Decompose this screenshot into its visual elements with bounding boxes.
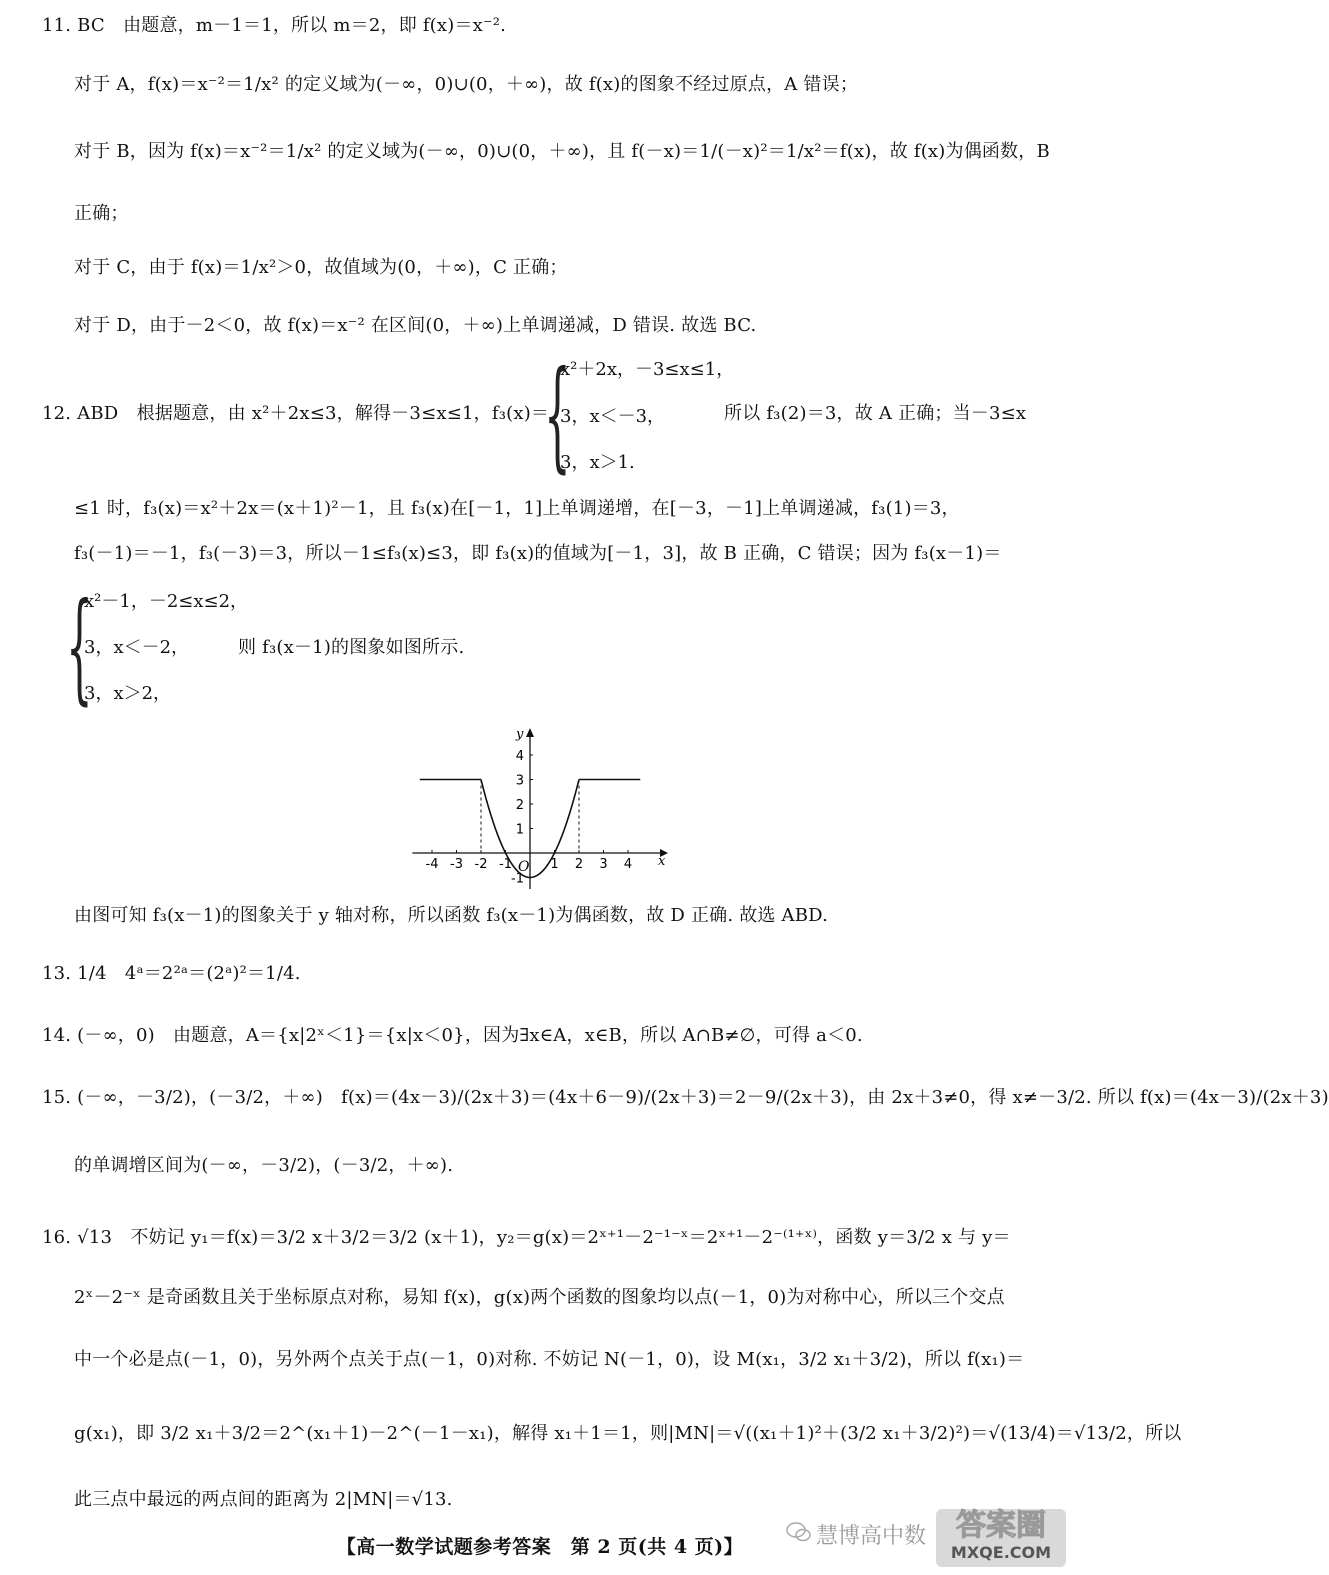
left-brace-icon: { (544, 346, 571, 485)
y-axis-label: y (516, 727, 524, 742)
answer-11-b: 对于 B，因为 f(x)＝x⁻²＝1/x² 的定义域为(－∞，0)∪(0，＋∞)，且 f(－x)＝1/(－x)²＝1/x²＝f(x)，故 f(x)为偶函数，B (74, 141, 1050, 162)
answer-15-cont: 的单调增区间为(－∞，－3/2)，(－3/2，＋∞). (74, 1155, 454, 1176)
watermark (816, 1509, 1066, 1569)
y-tick-label: 3 (515, 773, 524, 789)
x-tick-label: -1 (499, 857, 512, 872)
piecewise-case-1: x²＋2x，－3≤x≤1， (560, 359, 735, 380)
x-tick-label: 1 (550, 857, 559, 872)
answer-11-d: 对于 D，由于－2＜0，故 f(x)＝x⁻² 在区间(0，＋∞)上单调递减，D 错误. 故选 BC. (74, 315, 757, 336)
watermark-logo (936, 1509, 1066, 1567)
graph-note: 则 f₃(x－1)的图象如图所示. (238, 637, 465, 658)
y-tick-label: -1 (511, 871, 524, 887)
origin-label: O (518, 859, 530, 875)
y-tick-label: 4 (515, 749, 524, 764)
watermark-logo-url: MXQE.COM (950, 1543, 1052, 1562)
answer-14: 14. (－∞，0) 由题意，A＝{x|2ˣ＜1}＝{x|x＜0}，因为∃x∈A，x∈B，所以 A∩B≠∅，可得 a＜0. (42, 1025, 863, 1046)
answer-16: 16. √13 不妨记 y₁＝f(x)＝3/2 x＋3/2＝3/2 (x＋1)，y₂＝g(x)＝2ˣ⁺¹－2⁻¹⁻ˣ＝2ˣ⁺¹－2⁻⁽¹⁺ˣ⁾，函数 y＝3/2 x 与 y＝ (42, 1227, 1011, 1248)
answer-12-line-c: f₃(－1)＝－1，f₃(－3)＝3，所以－1≤f₃(x)≤3，即 f₃(x)的值域为[－1，3]，故 B 正确，C 错误；因为 f₃(x－1)＝ (74, 543, 1002, 564)
function-graph (408, 725, 670, 891)
answer-12-line-b: ≤1 时，f₃(x)＝x²＋2x＝(x＋1)²－1，且 f₃(x)在[－1，1]上单调递增，在[－3，－1]上单调递减，f₃(1)＝3， (74, 498, 960, 519)
answer-16-line-d: g(x₁)，即 3/2 x₁＋3/2＝2^(x₁＋1)－2^(－1－x₁)，解得 x₁＋1＝1，则|MN|＝√((x₁＋1)²＋(3/2 x₁＋3/2)²)＝√(13/4)＝√13/2，所以 (74, 1423, 1182, 1444)
answer-12-conclusion: 由图可知 f₃(x－1)的图象关于 y 轴对称，所以函数 f₃(x－1)为偶函数，故 D 正确. 故选 ABD. (74, 905, 829, 926)
answer-11-c: 对于 C，由于 f(x)＝1/x²＞0，故值域为(0，＋∞)，C 正确； (74, 257, 568, 278)
x-tick-label: 4 (623, 857, 633, 872)
x-tick-label: 2 (574, 857, 584, 872)
left-brace-icon-2: { (66, 578, 93, 717)
x-tick-label: -4 (425, 857, 439, 872)
x-tick-label: 3 (599, 857, 608, 872)
piecewise-case-3: 3，x＞1. (560, 452, 635, 473)
y-tick-label: 2 (515, 798, 524, 813)
answer-13: 13. 1/4 4ᵃ＝2²ᵃ＝(2ᵃ)²＝1/4. (42, 963, 301, 984)
piecewise2-case-2: 3，x＜－2， (84, 637, 190, 658)
piecewise-case-2: 3，x＜－3， (560, 406, 666, 427)
answer-16-line-c: 中一个必是点(－1，0)，另外两个点关于点(－1，0)对称. 不妨记 N(－1，0)，设 M(x₁，3/2 x₁＋3/2)，所以 f(x₁)＝ (74, 1349, 1025, 1370)
x-axis-label: x (658, 854, 666, 869)
answer-15: 15. (－∞，－3/2)，(－3/2，＋∞) f(x)＝(4x－3)/(2x＋3)＝(4x＋6－9)/(2x＋3)＝2－9/(2x＋3)，由 2x＋3≠0，得 x≠－3/2. 所以 f(x)＝(4x－3)/(2x＋3) (42, 1087, 1329, 1108)
answer-16-line-e: 此三点中最远的两点间的距离为 2|MN|＝√13. (74, 1489, 453, 1510)
wechat-icon (786, 1521, 812, 1543)
x-tick-label: -3 (450, 857, 463, 872)
y-tick-label: 1 (515, 822, 524, 838)
answer-11-header: 11. BC 由题意，m－1＝1，所以 m＝2，即 f(x)＝x⁻². (42, 15, 507, 36)
answer-11-b-cont: 正确； (74, 203, 129, 224)
answer-12-header: 12. ABD 根据题意，由 x²＋2x≤3，解得－3≤x≤1，f₃(x)＝ (42, 403, 550, 424)
watermark-text: 慧博高中数 (816, 1524, 927, 1549)
y-axis-arrow-icon (526, 728, 534, 737)
answer-16-line-b: 2ˣ－2⁻ˣ 是奇函数且关于坐标原点对称，易知 f(x)，g(x)两个函数的图象均以点(－1，0)为对称中心，所以三个交点 (74, 1287, 1005, 1308)
watermark-logo-title: 答案圈 (956, 1508, 1046, 1543)
answer-11-a: 对于 A，f(x)＝x⁻²＝1/x² 的定义域为(－∞，0)∪(0，＋∞)，故 f(x)的图象不经过原点，A 错误； (74, 74, 859, 95)
piecewise2-case-1: x²－1，－2≤x≤2， (84, 591, 249, 612)
page-footer: 【高一数学试题参考答案 第 2 页(共 4 页)】 (336, 1536, 744, 1558)
answer-12-header-cont: 所以 f₃(2)＝3，故 A 正确；当－3≤x (724, 403, 1027, 424)
x-tick-label: -2 (474, 857, 488, 872)
piecewise2-case-3: 3，x＞2， (84, 683, 172, 704)
